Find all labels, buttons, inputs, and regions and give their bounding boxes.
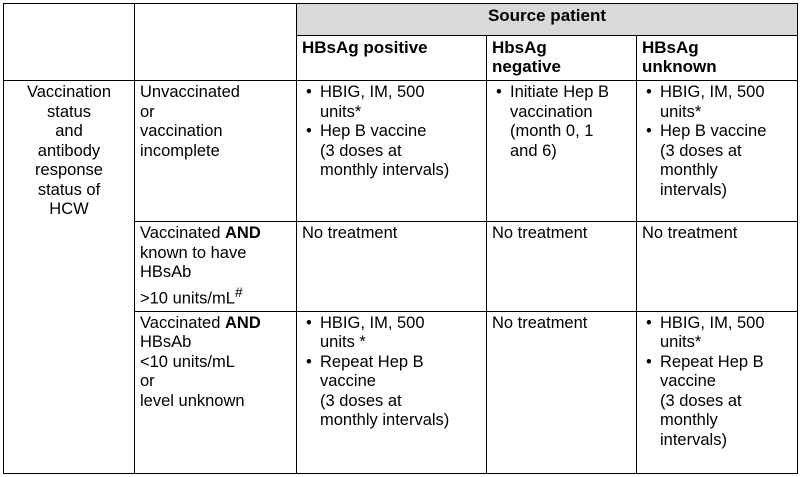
text-line: • HBIG, IM, 500 bbox=[660, 83, 765, 101]
bullet-item bbox=[320, 314, 481, 353]
text-line: • Hep B vaccine bbox=[320, 122, 427, 140]
text-line: units* bbox=[660, 102, 702, 121]
text-line: and 6) bbox=[510, 141, 557, 160]
text-line: antibody bbox=[37, 141, 101, 160]
text-line: status bbox=[46, 102, 92, 121]
cell-vaccinated-immune-hbsag-negative: No treatment bbox=[487, 222, 637, 312]
text-line: • HBIG, IM, 500 bbox=[660, 313, 765, 332]
text-line: negative bbox=[492, 57, 561, 76]
cell-vaccinated-low-hbsag-positive bbox=[297, 311, 487, 474]
text-line: (3 doses at bbox=[320, 141, 402, 160]
row-group-label bbox=[4, 81, 135, 474]
text-line: • Hep B vaccine bbox=[660, 122, 767, 140]
text-line: unknown bbox=[642, 57, 717, 76]
row-header-vaccinated-immune bbox=[135, 222, 297, 312]
text-run: HBsAb bbox=[140, 263, 192, 281]
bullet-list bbox=[492, 83, 631, 161]
column-header-hbsag-negative bbox=[487, 36, 637, 81]
text-run: Vaccinated bbox=[140, 224, 225, 242]
text-line: units * bbox=[320, 333, 366, 351]
text-line: response bbox=[35, 161, 103, 179]
column-header-hbsag-positive bbox=[297, 36, 487, 81]
text-run: >10 units/mL bbox=[140, 289, 235, 307]
text-line bbox=[140, 103, 291, 123]
text-line: intervals) bbox=[660, 180, 727, 199]
corner-cell-blank bbox=[4, 4, 135, 81]
text-line: • HBIG, IM, 500 bbox=[320, 83, 425, 101]
text-run: incomplete bbox=[140, 141, 220, 160]
bullet-list bbox=[642, 314, 792, 451]
text-line bbox=[140, 142, 291, 162]
text-run: level unknown bbox=[140, 391, 245, 410]
text-line: monthly bbox=[660, 411, 718, 429]
text-line: vaccine bbox=[660, 372, 716, 390]
text-line: monthly bbox=[660, 161, 718, 179]
source-patient-header: Source patient bbox=[297, 4, 798, 36]
text-line: HbsAg bbox=[492, 38, 547, 57]
corner-cell-blank bbox=[135, 4, 297, 81]
text-line: HCW bbox=[49, 200, 89, 218]
row-header-unvaccinated bbox=[135, 81, 297, 222]
text-line: (3 doses at bbox=[320, 391, 402, 410]
row-header-vaccinated-low-antibody bbox=[135, 311, 297, 474]
column-header-hbsag-unknown bbox=[637, 36, 798, 81]
text-run: HBsAb bbox=[140, 333, 192, 351]
bullet-list bbox=[302, 83, 481, 181]
emphasis-text: AND bbox=[225, 313, 261, 332]
text-line bbox=[140, 314, 291, 334]
text-run: <10 units/mL bbox=[140, 352, 235, 371]
cell-vaccinated-low-hbsag-unknown bbox=[637, 311, 798, 474]
cell-vaccinated-immune-hbsag-unknown: No treatment bbox=[637, 222, 798, 312]
text-line: intervals) bbox=[660, 430, 727, 449]
text-line: (month 0, 1 bbox=[510, 122, 594, 140]
bullet-item bbox=[660, 83, 792, 122]
cell-unvaccinated-hbsag-positive bbox=[297, 81, 487, 222]
text-line: HBsAg bbox=[642, 38, 699, 57]
emphasis-text: AND bbox=[225, 224, 261, 242]
text-line bbox=[140, 372, 291, 392]
text-line: • HBIG, IM, 500 bbox=[320, 313, 425, 332]
text-run: or bbox=[140, 102, 155, 121]
text-line: monthly intervals) bbox=[320, 411, 450, 429]
text-run: vaccination bbox=[140, 122, 223, 140]
text-line bbox=[140, 263, 291, 283]
text-line: (3 doses at bbox=[660, 391, 742, 410]
footnote-mark: # bbox=[234, 284, 243, 300]
text-line bbox=[140, 283, 291, 309]
text-line: • Repeat Hep B bbox=[660, 352, 764, 371]
text-line: monthly intervals) bbox=[320, 161, 450, 179]
text-run: known to have bbox=[140, 243, 247, 262]
bullet-item bbox=[660, 122, 792, 200]
text-line bbox=[140, 244, 291, 264]
text-line bbox=[140, 224, 291, 244]
hep-b-prophylaxis-table bbox=[3, 3, 798, 474]
text-line bbox=[140, 392, 291, 412]
text-line: Vaccination bbox=[26, 83, 112, 101]
cell-unvaccinated-hbsag-unknown bbox=[637, 81, 798, 222]
text-line: vaccination bbox=[510, 102, 593, 121]
text-line: HBsAg positive bbox=[302, 38, 428, 57]
text-line: (3 doses at bbox=[660, 141, 742, 160]
text-line: • Initiate Hep B bbox=[510, 83, 610, 101]
text-run: Unvaccinated bbox=[140, 83, 240, 101]
cell-unvaccinated-hbsag-negative bbox=[487, 81, 637, 222]
text-line bbox=[140, 333, 291, 353]
bullet-item bbox=[660, 314, 792, 353]
text-line bbox=[140, 353, 291, 373]
text-line bbox=[140, 122, 291, 142]
text-line: units* bbox=[660, 333, 702, 351]
bullet-item bbox=[320, 122, 481, 181]
bullet-item bbox=[320, 353, 481, 431]
cell-vaccinated-low-hbsag-negative: No treatment bbox=[487, 311, 637, 474]
bullet-item bbox=[320, 83, 481, 122]
text-line: vaccine bbox=[320, 372, 376, 390]
bullet-list bbox=[302, 314, 481, 431]
text-line: units* bbox=[320, 102, 362, 121]
text-line: • Repeat Hep B bbox=[320, 352, 424, 371]
text-run: Vaccinated bbox=[140, 313, 225, 332]
bullet-list bbox=[642, 83, 792, 200]
text-line bbox=[140, 83, 291, 103]
text-run: or bbox=[140, 372, 155, 390]
cell-vaccinated-immune-hbsag-positive: No treatment bbox=[297, 222, 487, 312]
text-line: status of bbox=[37, 180, 101, 199]
text-line: and bbox=[55, 122, 83, 140]
bullet-item bbox=[660, 353, 792, 451]
bullet-item bbox=[510, 83, 631, 161]
